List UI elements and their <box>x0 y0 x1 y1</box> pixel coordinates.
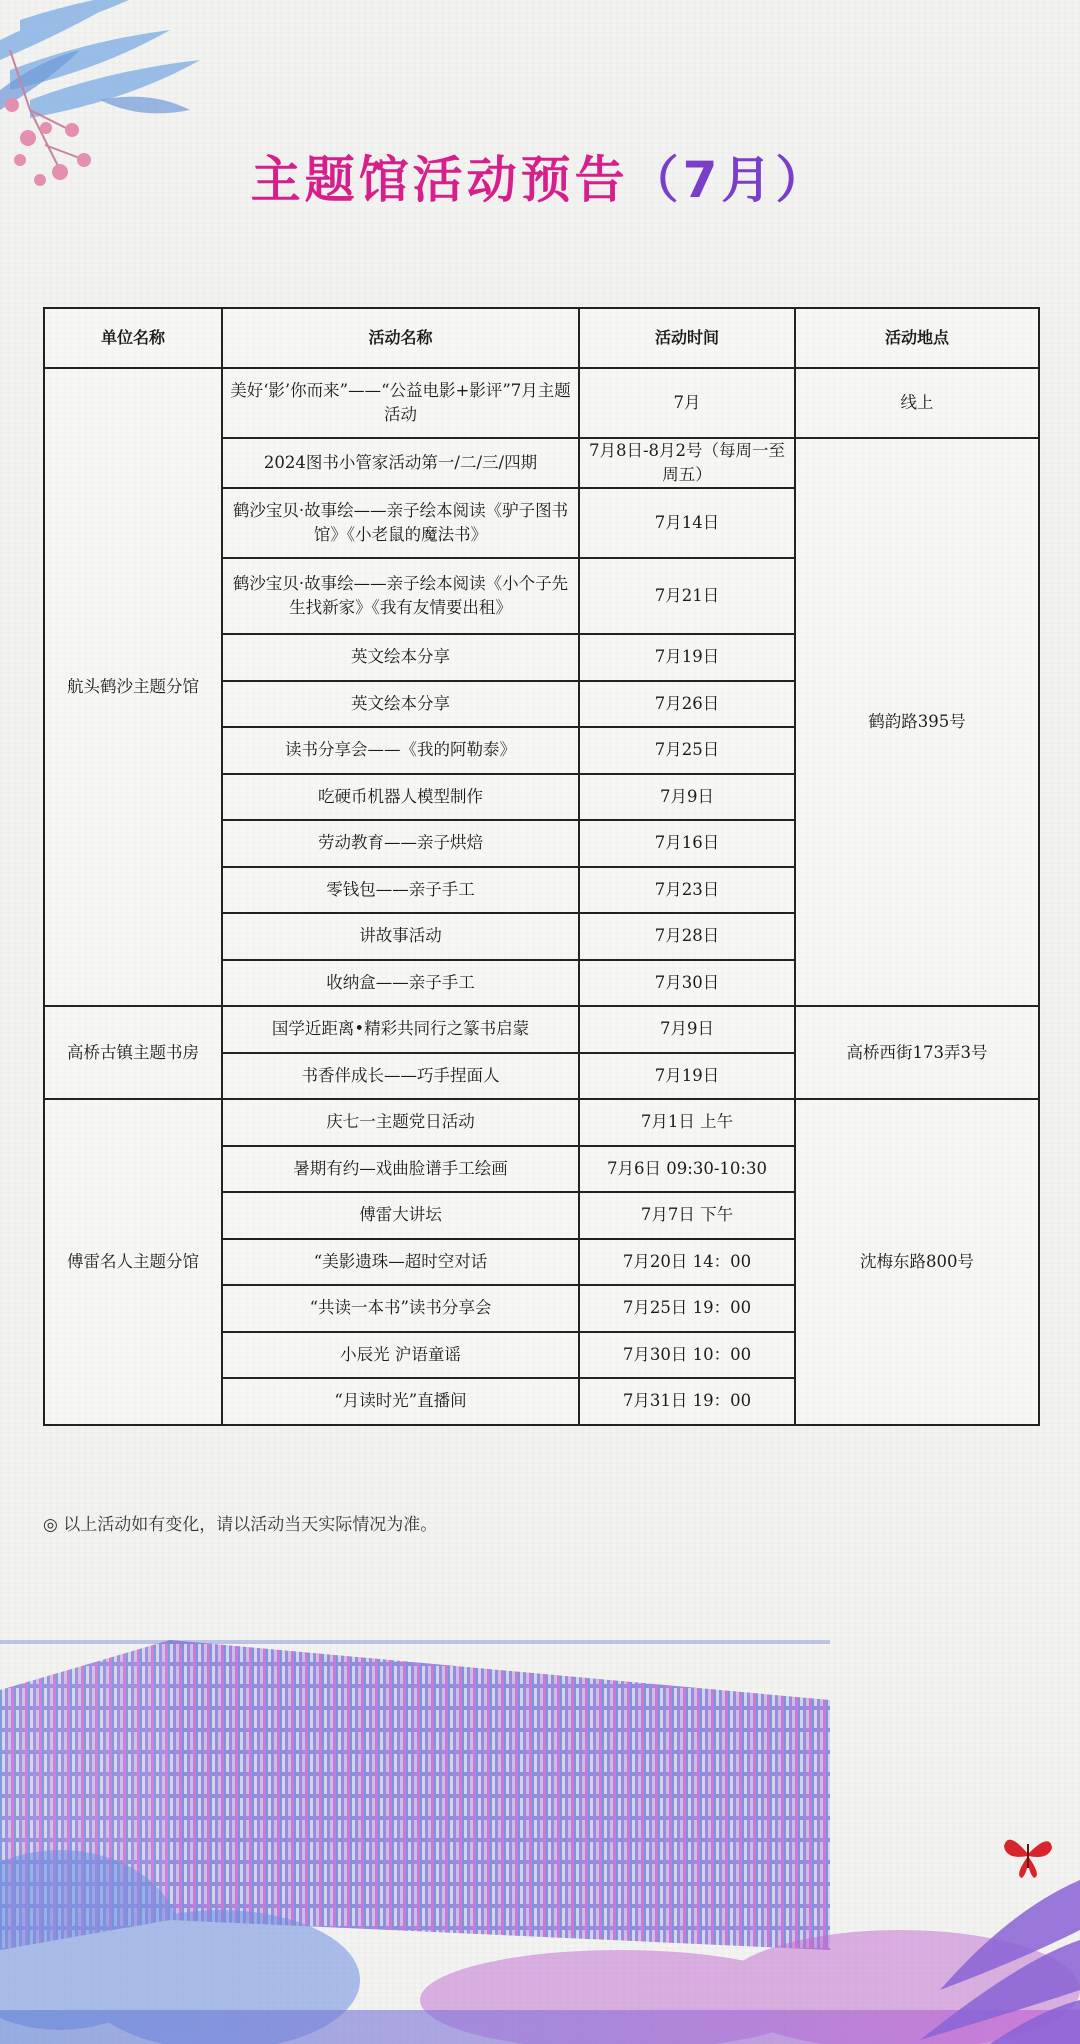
activity-cell: 鹤沙宝贝·故事绘——亲子绘本阅读《驴子图书馆》《小老鼠的魔法书》 <box>222 488 579 558</box>
header-location: 活动地点 <box>795 308 1039 368</box>
activity-cell: 2024图书小管家活动第一/二/三/四期 <box>222 438 579 488</box>
table-row <box>44 1006 1039 1053</box>
activity-cell: 读书分享会——《我的阿勒泰》 <box>222 727 579 774</box>
activity-cell: 讲故事活动 <box>222 913 579 960</box>
unit-cell: 傅雷名人主题分馆 <box>44 1099 222 1425</box>
time-cell: 7月20日 14：00 <box>579 1239 795 1286</box>
table-row <box>44 368 1039 438</box>
activity-cell: 劳动教育——亲子烘焙 <box>222 820 579 867</box>
activity-cell: 英文绘本分享 <box>222 634 579 681</box>
activity-cell: 庆七一主题党日活动 <box>222 1099 579 1146</box>
time-cell: 7月23日 <box>579 867 795 914</box>
activity-cell: 小辰光 沪语童谣 <box>222 1332 579 1379</box>
activity-cell: 英文绘本分享 <box>222 681 579 728</box>
activity-cell: 傅雷大讲坛 <box>222 1192 579 1239</box>
time-cell: 7月6日 09:30-10:30 <box>579 1146 795 1193</box>
activity-cell: 收纳盒——亲子手工 <box>222 960 579 1007</box>
activity-cell: 吃硬币机器人模型制作 <box>222 774 579 821</box>
activity-cell: 书香伴成长——巧手捏面人 <box>222 1053 579 1100</box>
header-activity: 活动名称 <box>222 308 579 368</box>
time-cell: 7月14日 <box>579 488 795 558</box>
time-cell: 7月7日 下午 <box>579 1192 795 1239</box>
time-cell: 7月1日 上午 <box>579 1099 795 1146</box>
activity-cell: 鹤沙宝贝·故事绘——亲子绘本阅读《小个子先生找新家》《我有友情要出租》 <box>222 558 579 634</box>
time-cell: 7月26日 <box>579 681 795 728</box>
time-cell: 7月19日 <box>579 1053 795 1100</box>
activity-cell: “月读时光”直播间 <box>222 1378 579 1425</box>
time-cell: 7月28日 <box>579 913 795 960</box>
time-cell: 7月21日 <box>579 558 795 634</box>
leaf-icon <box>880 1870 1080 2044</box>
time-cell: 7月25日 <box>579 727 795 774</box>
time-cell: 7月25日 19：00 <box>579 1285 795 1332</box>
time-cell: 7月9日 <box>579 774 795 821</box>
time-cell: 7月 <box>579 368 795 438</box>
unit-cell: 高桥古镇主题书房 <box>44 1006 222 1099</box>
activity-schedule-table <box>43 307 1040 1426</box>
header-time: 活动时间 <box>579 308 795 368</box>
butterfly-icon <box>1000 1826 1056 1882</box>
time-cell: 7月9日 <box>579 1006 795 1053</box>
activity-cell: 暑期有约—戏曲脸谱手工绘画 <box>222 1146 579 1193</box>
header-unit: 单位名称 <box>44 308 222 368</box>
disclaimer-note: ◎ 以上活动如有变化，请以活动当天实际情况为准。 <box>43 1515 438 1535</box>
time-cell: 7月19日 <box>579 634 795 681</box>
activity-cell: 零钱包——亲子手工 <box>222 867 579 914</box>
title-month: （7月） <box>628 151 830 209</box>
unit-cell: 航头鹤沙主题分馆 <box>44 368 222 1006</box>
location-cell: 高桥西街173弄3号 <box>795 1006 1039 1099</box>
activity-cell: “共读一本书”读书分享会 <box>222 1285 579 1332</box>
title-main: 主题馆活动预告 <box>250 151 629 209</box>
time-cell: 7月16日 <box>579 820 795 867</box>
activity-cell: “美影遗珠—超时空对话 <box>222 1239 579 1286</box>
activity-cell: 国学近距离•精彩共同行之篆书启蒙 <box>222 1006 579 1053</box>
table-row <box>44 1099 1039 1146</box>
time-cell: 7月30日 10：00 <box>579 1332 795 1379</box>
location-cell: 沈梅东路800号 <box>795 1099 1039 1425</box>
time-cell: 7月30日 <box>579 960 795 1007</box>
time-cell: 7月31日 19：00 <box>579 1378 795 1425</box>
location-cell: 线上 <box>795 368 1039 438</box>
activity-cell: 美好‘影’你而来”——“公益电影+影评”7月主题活动 <box>222 368 579 438</box>
page-title <box>0 140 1080 212</box>
time-cell: 7月8日-8月2号（每周一至周五） <box>579 438 795 488</box>
location-cell: 鹤韵路395号 <box>795 438 1039 1006</box>
table-header-row <box>44 308 1039 368</box>
